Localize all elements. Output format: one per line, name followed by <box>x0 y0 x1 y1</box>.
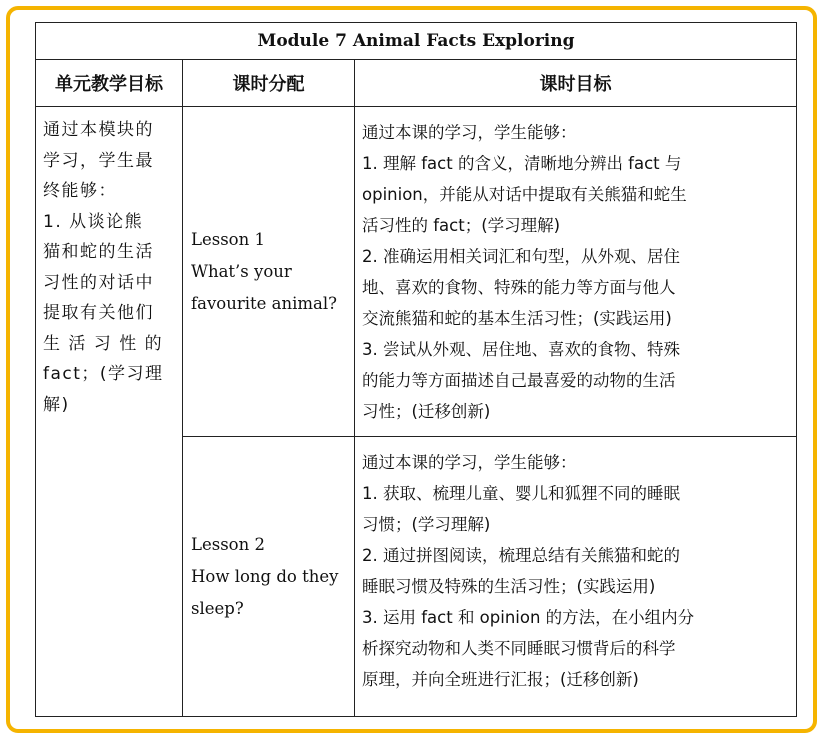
lesson-2-cell <box>183 437 355 717</box>
lesson-1-line: favourite animal? <box>191 293 337 313</box>
objective-line: 2. 准确运用相关词汇和句型，从外观、居住 <box>362 247 680 266</box>
unit-goal-line: 提取有关他们 <box>43 303 154 323</box>
unit-goal-line: 解) <box>43 394 70 415</box>
objective-line: 睡眠习惯及特殊的生活习性；(实践运用) <box>362 577 656 596</box>
objective-line: 3. 运用 fact 和 opinion 的方法，在小组内分 <box>362 608 695 627</box>
objective-line: 通过本课的学习，学生能够： <box>362 453 577 472</box>
lesson-2-line: Lesson 2 <box>191 534 265 554</box>
objective-line: 活习性的 fact；(学习理解) <box>362 216 561 235</box>
header-unit-goal: 单元教学目标 <box>36 60 183 107</box>
table-title: Module 7 Animal Facts Exploring <box>36 23 797 60</box>
unit-goal-line: 1. 从谈论熊 <box>43 211 144 232</box>
unit-goal-line: fact；(学习理 <box>43 364 164 384</box>
unit-goal-line: 习性的对话中 <box>43 272 154 293</box>
unit-goal-line: 生 活 习 性 的 <box>43 333 164 354</box>
objective-line: 通过本课的学习，学生能够： <box>362 123 577 142</box>
header-row <box>36 60 797 107</box>
unit-goal-line: 通过本模块的 <box>43 120 154 140</box>
objective-line: 原理，并向全班进行汇报；(迁移创新) <box>362 670 639 689</box>
lesson-plan-table <box>35 22 797 717</box>
lesson-1-line: Lesson 1 <box>191 229 265 249</box>
objective-line: 习惯；(学习理解) <box>362 515 491 534</box>
lesson-row-1 <box>36 107 797 437</box>
objective-line: 习性；(迁移创新) <box>362 402 491 421</box>
lesson-2-objectives-cell <box>355 437 797 717</box>
objective-line: 2. 通过拼图阅读，梳理总结有关熊猫和蛇的 <box>362 546 680 565</box>
lesson-1-objectives-cell <box>355 107 797 437</box>
unit-goal-line: 终能够： <box>43 181 117 201</box>
objective-line: opinion，并能从对话中提取有关熊猫和蛇生 <box>362 185 687 204</box>
objective-line: 地、喜欢的食物、特殊的能力等方面与他人 <box>362 278 676 297</box>
lesson-2-line: sleep? <box>191 598 244 618</box>
objective-line: 的能力等方面描述自己最喜爱的动物的生活 <box>362 371 676 390</box>
objective-line: 1. 理解 fact 的含义，清晰地分辨出 fact 与 <box>362 154 682 173</box>
lesson-1-cell <box>183 107 355 437</box>
objective-line: 1. 获取、梳理儿童、婴儿和狐狸不同的睡眠 <box>362 484 680 503</box>
title-row <box>36 23 797 60</box>
lesson-1-line: What’s your <box>191 261 292 281</box>
header-lesson-allocation: 课时分配 <box>183 60 355 107</box>
lesson-2-line: How long do they <box>191 566 339 586</box>
unit-goal-cell <box>36 107 183 717</box>
objective-line: 交流熊猫和蛇的基本生活习性；(实践运用) <box>362 309 672 328</box>
unit-goal-line: 学习，学生最 <box>43 150 154 171</box>
unit-goal-line: 猫和蛇的生活 <box>43 242 154 262</box>
header-lesson-objectives: 课时目标 <box>355 60 797 107</box>
objective-line: 3. 尝试从外观、居住地、喜欢的食物、特殊 <box>362 340 680 359</box>
objective-line: 析探究动物和人类不同睡眠习惯背后的科学 <box>362 639 676 658</box>
